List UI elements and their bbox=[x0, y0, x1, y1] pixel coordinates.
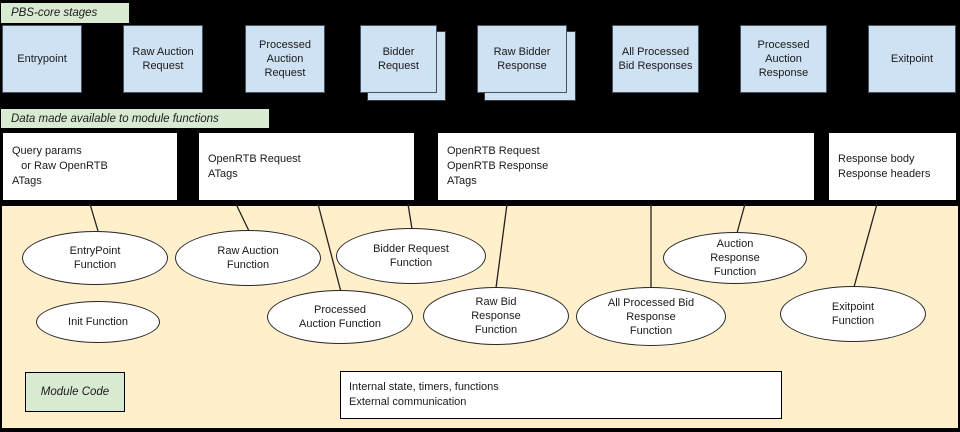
stage-label: All Processed Bid Responses bbox=[618, 46, 693, 72]
data-box-line: ATags bbox=[12, 175, 42, 187]
data-box-line: Response headers bbox=[838, 167, 931, 180]
stage-processed-auction-response bbox=[740, 25, 827, 93]
entrypoint-function-ellipse bbox=[22, 231, 168, 285]
fn-label: Function bbox=[474, 324, 518, 336]
stage-label: Raw Bidder Response bbox=[493, 46, 551, 72]
stage-exitpoint bbox=[868, 25, 956, 93]
data-box-line: ATags bbox=[208, 167, 238, 180]
data-box-line: OpenRTB Response bbox=[447, 160, 549, 172]
stage-label: Processed Auction Request bbox=[259, 39, 311, 79]
fn-label: All Processed Bid bbox=[607, 296, 695, 309]
processed-auction-function-ellipse bbox=[267, 290, 413, 344]
stage-label: Entrypoint bbox=[17, 53, 67, 65]
data-box-line: Query params bbox=[12, 145, 82, 157]
fn-label: Function bbox=[73, 259, 117, 271]
fn-label: Auction bbox=[716, 238, 754, 250]
fn-label: Processed bbox=[314, 304, 366, 316]
data-box-line: or Raw OpenRTB bbox=[12, 160, 108, 172]
data-box-openrtb-request bbox=[198, 132, 415, 201]
fn-label: Response bbox=[626, 310, 676, 323]
fn-label: Init Function bbox=[68, 316, 128, 328]
fn-label: Raw Auction bbox=[217, 245, 279, 257]
internal-state-line: Internal state, timers, functions bbox=[349, 381, 499, 393]
bidder-request-function-ellipse bbox=[336, 228, 486, 284]
exitpoint-function-ellipse bbox=[780, 286, 926, 342]
fn-label: Auction Function bbox=[299, 318, 381, 330]
data-box-response-body bbox=[828, 132, 957, 201]
data-box-line: ATags bbox=[447, 175, 477, 187]
stage-label: Raw Auction Request bbox=[132, 46, 194, 72]
raw-auction-function-ellipse bbox=[175, 230, 321, 286]
stage-processed-auction-request bbox=[245, 25, 325, 93]
internal-state-line: External communication bbox=[349, 396, 467, 408]
init-function-ellipse bbox=[36, 301, 160, 343]
stage-label: Bidder Request bbox=[378, 46, 419, 72]
pbs-core-stages-label: PBS-core stages bbox=[0, 2, 130, 24]
fn-label: Bidder Request bbox=[373, 243, 449, 255]
data-box-line: OpenRTB Request bbox=[447, 145, 540, 157]
stage-raw-bidder-response bbox=[477, 25, 567, 93]
raw-bid-response-function-ellipse bbox=[423, 287, 569, 345]
fn-label: Raw Bid bbox=[475, 296, 517, 308]
fn-label: Function bbox=[713, 266, 757, 278]
fn-label: Response bbox=[471, 310, 521, 322]
fn-label: EntryPoint bbox=[69, 245, 121, 257]
fn-label: Function bbox=[226, 259, 270, 271]
internal-state-box bbox=[340, 371, 782, 419]
stage-raw-auction-request bbox=[123, 25, 203, 93]
fn-label: Response bbox=[710, 252, 760, 264]
data-box-line: OpenRTB Request bbox=[208, 152, 301, 165]
fn-label: Function bbox=[389, 257, 433, 269]
data-box-openrtb-request-response bbox=[437, 132, 815, 201]
auction-response-function-ellipse bbox=[663, 232, 807, 284]
stage-entrypoint bbox=[2, 25, 82, 93]
stage-label: Exitpoint bbox=[890, 53, 934, 65]
fn-label: Function bbox=[629, 324, 673, 337]
stage-bidder-request bbox=[360, 25, 437, 93]
fn-label: Exitpoint bbox=[831, 301, 875, 313]
data-box-query-params bbox=[2, 132, 178, 201]
stage-all-processed-bid-responses bbox=[612, 25, 699, 93]
stage-label: Processed Auction Response bbox=[757, 39, 810, 79]
data-box-line: Response body bbox=[838, 152, 915, 165]
fn-label: Function bbox=[831, 315, 875, 327]
module-code-label: Module Code bbox=[25, 372, 125, 412]
all-processed-bid-response-function-ellipse bbox=[576, 287, 726, 346]
data-available-label: Data made available to module functions bbox=[0, 108, 270, 129]
